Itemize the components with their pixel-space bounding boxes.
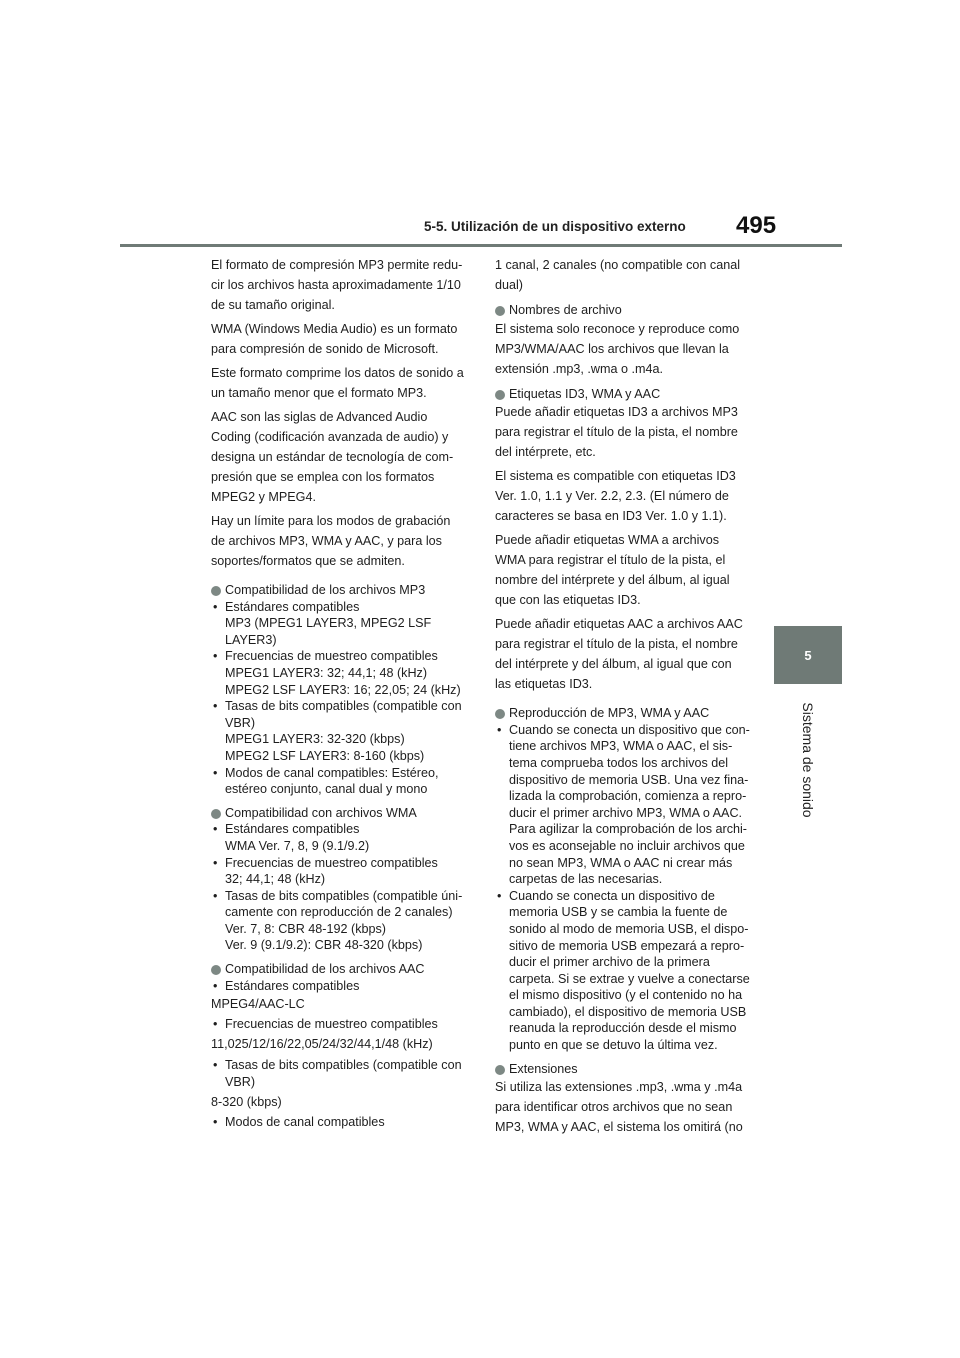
section-heading-playback: Reproducción de MP3, WMA y AAC — [495, 705, 759, 722]
list-item-line: estéreo conjunto, canal dual y mono — [225, 782, 428, 797]
list-item-line: Ver. 7, 8: CBR 48-192 (kbps) — [225, 921, 387, 936]
list-item-line: el mismo dispositivo (y el contenido no ha — [509, 988, 743, 1003]
section-heading-tags: Etiquetas ID3, WMA y AAC — [495, 386, 759, 403]
list-item-line: Ver. 9 (9.1/9.2): CBR 48-320 (kbps) — [225, 938, 423, 953]
list-item — [211, 855, 475, 888]
list-item — [211, 698, 475, 764]
list-item — [211, 821, 475, 854]
list-item-line: ducir el primer archivo de la primera — [509, 955, 710, 970]
list-item-line: • Modos de canal compatibles: Estéreo, — [211, 765, 475, 782]
list-item — [495, 888, 759, 1054]
list-item-line: MPEG1 LAYER3: 32; 44,1; 48 (kHz) — [225, 665, 428, 680]
list-item-line: tema comprueba todos los archivos del — [509, 755, 729, 770]
paragraph-line: cir los archivos hasta aproximadamente 1/10 — [211, 278, 461, 292]
paragraph-line: presión que se emplea con los formatos — [211, 470, 435, 484]
paragraph — [211, 319, 475, 359]
paragraph-line: para registrar el título de la pista, el nombre — [495, 425, 738, 440]
paragraph-line: Puede añadir etiquetas WMA a archivos — [495, 533, 720, 548]
paragraph-line: Hay un límite para los modos de grabación — [211, 514, 451, 528]
list-item — [211, 765, 475, 798]
list-item-line: VBR) — [225, 715, 256, 730]
paragraph-line: MP3, WMA y AAC, el sistema los omitirá (no — [495, 1120, 743, 1135]
paragraph — [211, 511, 475, 571]
right-column — [495, 255, 759, 1137]
paragraph-line: para identificar otros archivos que no sean — [495, 1100, 733, 1115]
paragraph — [495, 614, 759, 694]
paragraph-line: WMA para registrar el título de la pista, el — [495, 553, 726, 568]
list-item-line: LAYER3) — [225, 632, 277, 647]
paragraph-line: designa un estándar de tecnología de com- — [211, 450, 454, 464]
list-item: • Tasas de bits compatibles (compatible con — [211, 1057, 475, 1074]
paragraph — [211, 363, 475, 403]
list-item-line: dispositivo de memoria USB. Una vez fina- — [509, 772, 749, 787]
bullet-dot-icon — [495, 1065, 505, 1075]
paragraph-line: nombre del intérprete y del álbum, al igual — [495, 573, 730, 588]
bullet-dot-icon — [211, 965, 221, 975]
chapter-tab: 5 — [774, 626, 842, 684]
paragraph-line: El formato de compresión MP3 permite redu- — [211, 258, 463, 272]
paragraph-line: 8-320 (kbps) — [211, 1095, 282, 1110]
playback-list — [495, 722, 759, 1054]
paragraph — [211, 255, 475, 315]
paragraph-line: soportes/formatos que se admiten. — [211, 554, 405, 568]
paragraph-line: un tamaño menor que el formato MP3. — [211, 386, 427, 400]
list-item-line: carpetas de las necesarias. — [509, 872, 663, 887]
paragraph-line: Este formato comprime los datos de sonido a — [211, 366, 464, 380]
list-item-line: sonido al modo de memoria USB, el dispo- — [509, 921, 749, 936]
paragraph-line: para compresión de sonido de Microsoft. — [211, 342, 439, 356]
list-item-line: sitivo de memoria USB empezará a repro- — [509, 938, 745, 953]
list-item-line: • Cuando se conecta un dispositivo de — [495, 888, 759, 905]
paragraph-line: AAC son las siglas de Advanced Audio — [211, 410, 428, 424]
list-item-line: • Frecuencias de muestreo compatibles — [211, 855, 475, 872]
paragraph-line: que con las etiquetas ID3. — [495, 593, 641, 608]
section-heading-aac: Compatibilidad de los archivos AAC — [211, 961, 475, 978]
paragraph-line: Si utiliza las extensiones .mp3, .wma y .m4a — [495, 1080, 743, 1095]
paragraph-line: del intérprete, etc. — [495, 445, 596, 460]
list-item — [211, 648, 475, 698]
list-item-line: Para agilizar la comprobación de los archi- — [509, 822, 747, 837]
channels-text — [495, 255, 759, 295]
bullet-dot-icon — [495, 709, 505, 719]
list-item: • Estándares compatibles — [211, 978, 475, 995]
list-item-line: 32; 44,1; 48 (kHz) — [225, 872, 326, 887]
list-item-line: WMA Ver. 7, 8, 9 (9.1/9.2) — [225, 838, 370, 853]
section-title: 5-5. Utilización de un dispositivo externo — [424, 219, 686, 234]
list-item — [211, 599, 475, 649]
section-heading-mp3: Compatibilidad de los archivos MP3 — [211, 582, 475, 599]
section-heading-wma: Compatibilidad con archivos WMA — [211, 805, 475, 822]
paragraph — [495, 466, 759, 526]
list-item-line: • Estándares compatibles — [211, 821, 475, 838]
paragraph-line: dual) — [495, 278, 524, 292]
names-text — [495, 319, 759, 379]
paragraph — [211, 407, 475, 507]
bullet-dot-icon — [211, 809, 221, 819]
list-item-line: MP3 (MPEG1 LAYER3, MPEG2 LSF — [225, 616, 432, 631]
chapter-side-label: Sistema de sonido — [800, 702, 816, 818]
paragraph-line: del intérprete y del álbum, al igual que con — [495, 657, 732, 672]
paragraph-line: Coding (codificación avanzada de audio) y — [211, 430, 449, 444]
list-item-line: no sean MP3, WMA o AAC ni crear más — [509, 855, 733, 870]
paragraph-line: Puede añadir etiquetas AAC a archivos AAC — [495, 617, 743, 632]
section-heading-extensions: Extensiones — [495, 1061, 759, 1078]
paragraph-line: de archivos MP3, WMA y AAC, y para los — [211, 534, 442, 548]
section-heading-names: Nombres de archivo — [495, 302, 759, 319]
list-item-line: lizada la comprobación, comienza a repro- — [509, 789, 747, 804]
mp3-list — [211, 599, 475, 798]
list-item-line: • Cuando se conecta un dispositivo que con- — [495, 722, 759, 739]
list-item-line: carpeta. Si se extrae y vuelve a conectarse — [509, 971, 750, 986]
page-number: 495 — [736, 212, 777, 239]
list-item-line: MPEG2 LSF LAYER3: 8-160 (kbps) — [225, 748, 425, 763]
list-item-line: • Tasas de bits compatibles (compatible con — [211, 698, 475, 715]
list-item-line: MPEG1 LAYER3: 32-320 (kbps) — [225, 732, 405, 747]
paragraph-line: de su tamaño original. — [211, 298, 335, 312]
list-item-line: VBR) — [225, 1074, 256, 1089]
list-item — [495, 722, 759, 888]
list-item-line: ducir el primer archivo MP3, WMA o AAC. — [509, 805, 743, 820]
list-item: • Modos de canal compatibles — [211, 1112, 475, 1132]
paragraph — [495, 530, 759, 610]
paragraph-line: MP3/WMA/AAC los archivos que llevan la — [495, 341, 729, 356]
bullet-dot-icon — [211, 586, 221, 596]
paragraph-line: MPEG2 y MPEG4. — [211, 490, 316, 504]
paragraph-line: El sistema es compatible con etiquetas ID3 — [495, 469, 736, 484]
paragraph-line: WMA (Windows Media Audio) es un formato — [211, 322, 458, 336]
paragraph-line: 1 canal, 2 canales (no compatible con canal — [495, 258, 741, 272]
paragraph-line: las etiquetas ID3. — [495, 677, 593, 692]
list-item-line: • Estándares compatibles — [211, 599, 475, 616]
list-item-line: vos es aconsejable no incluir archivos que — [509, 838, 745, 853]
list-item-line: reanuda la reproducción desde el mismo — [509, 1021, 737, 1036]
paragraph-line: Puede añadir etiquetas ID3 a archivos MP3 — [495, 405, 738, 420]
paragraph-line: extensión .mp3, .wma o .m4a. — [495, 361, 663, 376]
paragraph-line: MPEG4/AAC-LC — [211, 997, 305, 1012]
paragraph-line: para registrar el título de la pista, el nombre — [495, 637, 738, 652]
paragraph-line: El sistema solo reconoce y reproduce como — [495, 321, 740, 336]
list-item-line: tiene archivos MP3, WMA o AAC, el sis- — [509, 739, 733, 754]
list-item-line: memoria USB y se cambia la fuente de — [509, 905, 728, 920]
list-item-line: punto en que se detuvo la última vez. — [509, 1038, 718, 1053]
list-item-line: cambiado), el dispositivo de memoria USB — [509, 1004, 747, 1019]
list-item-line: • Tasas de bits compatibles (compatible úni- — [211, 888, 475, 905]
tags-text — [495, 402, 759, 694]
paragraph — [495, 402, 759, 462]
bullet-dot-icon — [495, 306, 505, 316]
list-item-line: MPEG2 LSF LAYER3: 16; 22,05; 24 (kHz) — [225, 682, 461, 697]
left-column — [211, 255, 475, 1132]
list-item: • Frecuencias de muestreo compatibles — [211, 1014, 475, 1034]
extensions-text — [495, 1077, 759, 1137]
paragraph-line: 11,025/12/16/22,05/24/32/44,1/48 (kHz) — [211, 1037, 433, 1052]
wma-list — [211, 821, 475, 954]
list-item — [211, 888, 475, 954]
bullet-dot-icon — [495, 390, 505, 400]
header-rule — [120, 244, 842, 247]
paragraph-line: caracteres se basa en ID3 Ver. 1.0 y 1.1). — [495, 509, 727, 524]
paragraph-line: Ver. 1.0, 1.1 y Ver. 2.2, 2.3. (El número de — [495, 489, 729, 504]
intro-text — [211, 255, 475, 571]
list-item-line: • Frecuencias de muestreo compatibles — [211, 648, 475, 665]
list-item-line: camente con reproducción de 2 canales) — [225, 905, 453, 920]
